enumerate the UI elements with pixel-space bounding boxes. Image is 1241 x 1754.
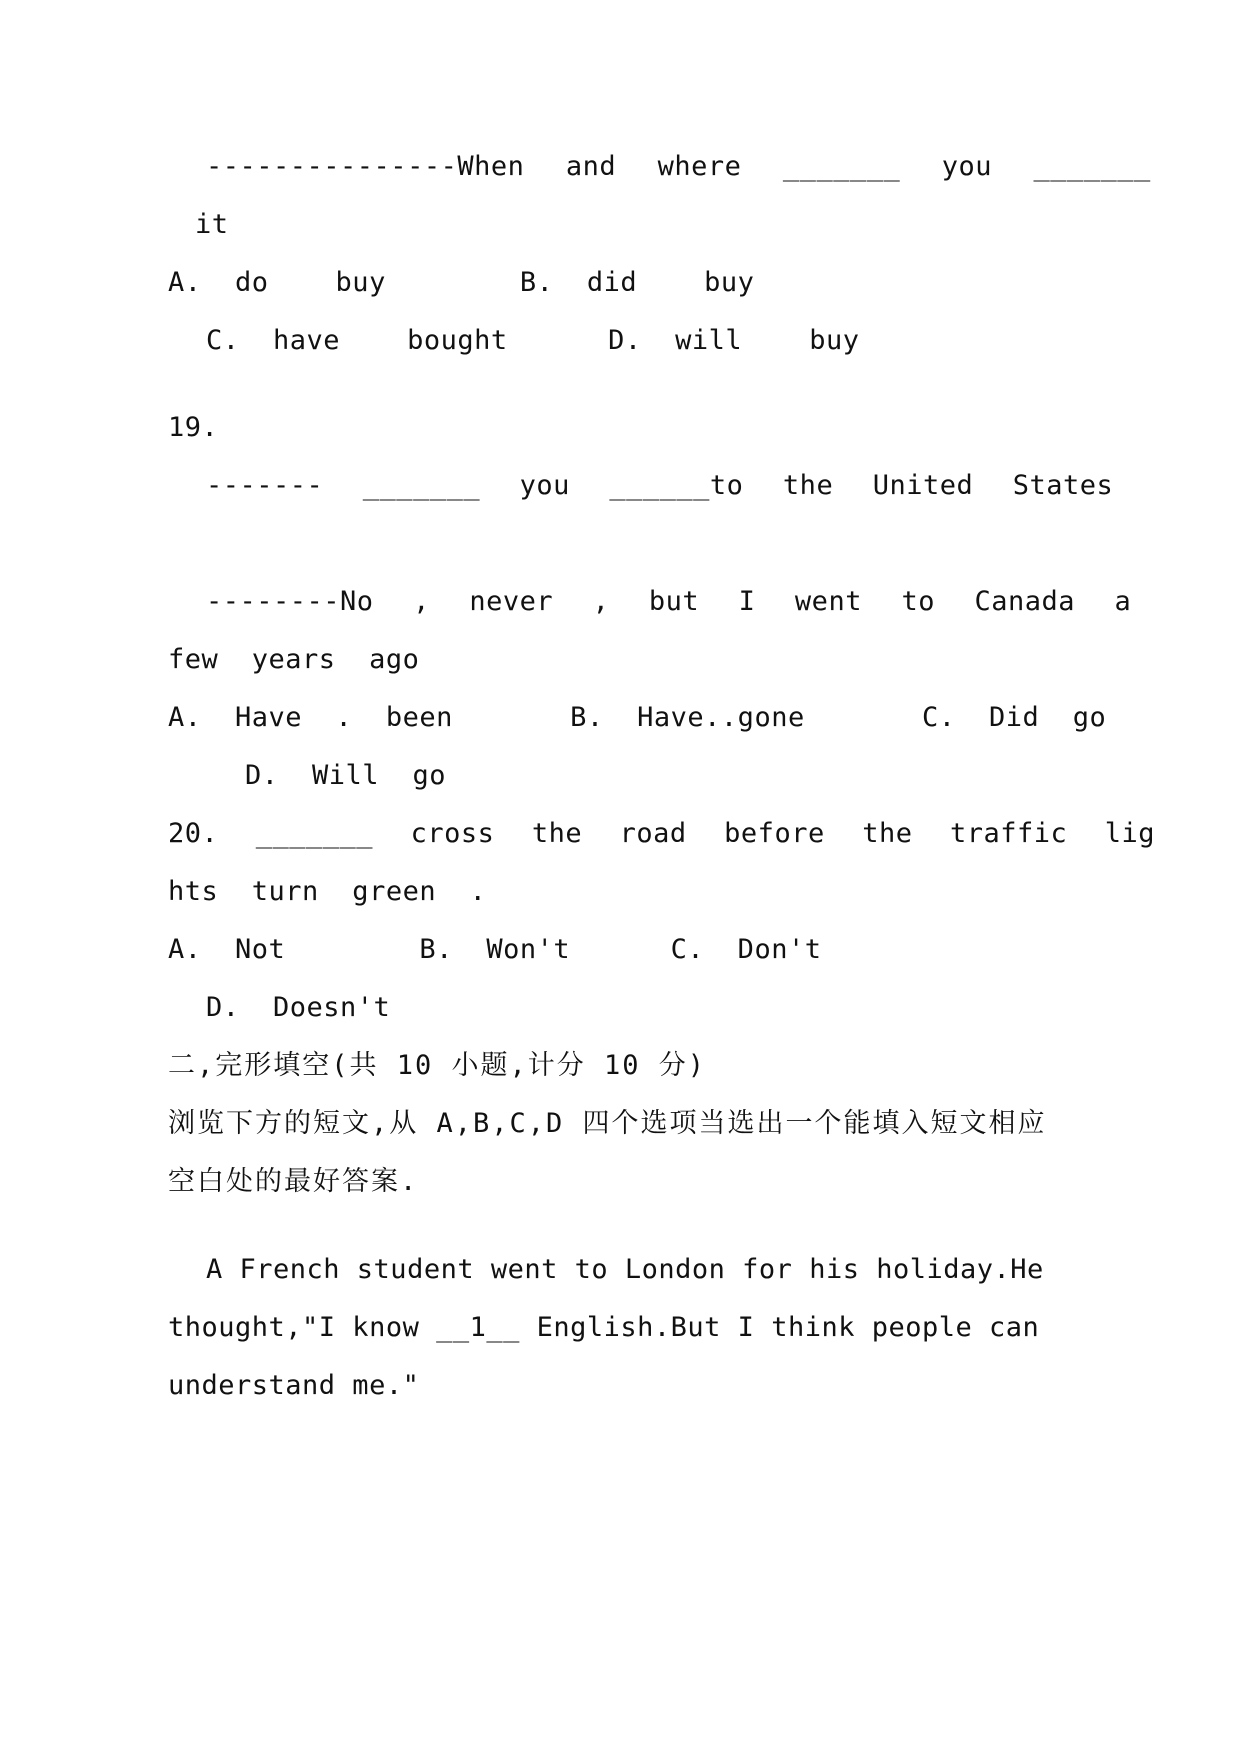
q20-options-line2: D. Doesn't: [206, 992, 391, 1023]
q19-options-line2: D. Will go: [245, 760, 447, 791]
section-instruction-line1: 浏览下方的短文,从 A,B,C,D 四个选项当选出一个能填入短文相应: [168, 1108, 1047, 1139]
q18-prompt-line2: it: [195, 209, 229, 240]
q20-options-line1: A. Not B. Won't C. Don't: [168, 934, 822, 965]
q19-line2: --------No , never , but I went to Canada a: [206, 586, 1132, 617]
q19-number: 19.: [168, 412, 219, 443]
q18-prompt-line1: ---------------When and where _______ you _______: [206, 151, 1151, 182]
passage-line1: A French student went to London for his holiday.He: [206, 1254, 1044, 1285]
passage-line2: thought,"I know __1__ English.But I think people can: [168, 1312, 1040, 1343]
q20-line2: hts turn green .: [168, 876, 487, 907]
section-heading: 二,完形填空(共 10 小题,计分 10 分): [168, 1050, 707, 1081]
q18-options-line1: A. do buy B. did buy: [168, 267, 755, 298]
passage-line3: understand me.": [168, 1370, 420, 1401]
section-instruction-line2: 空白处的最好答案.: [168, 1166, 419, 1197]
q18-options-line2: C. have bought D. will buy: [206, 325, 860, 356]
q19-line1: ------- _______ you ______to the United States: [206, 470, 1114, 501]
q19-options-line1: A. Have . been B. Have..gone C. Did go: [168, 702, 1107, 733]
q20-line1: 20. _______ cross the road before the traffic lig: [168, 818, 1156, 849]
q19-line3: few years ago: [168, 644, 420, 675]
